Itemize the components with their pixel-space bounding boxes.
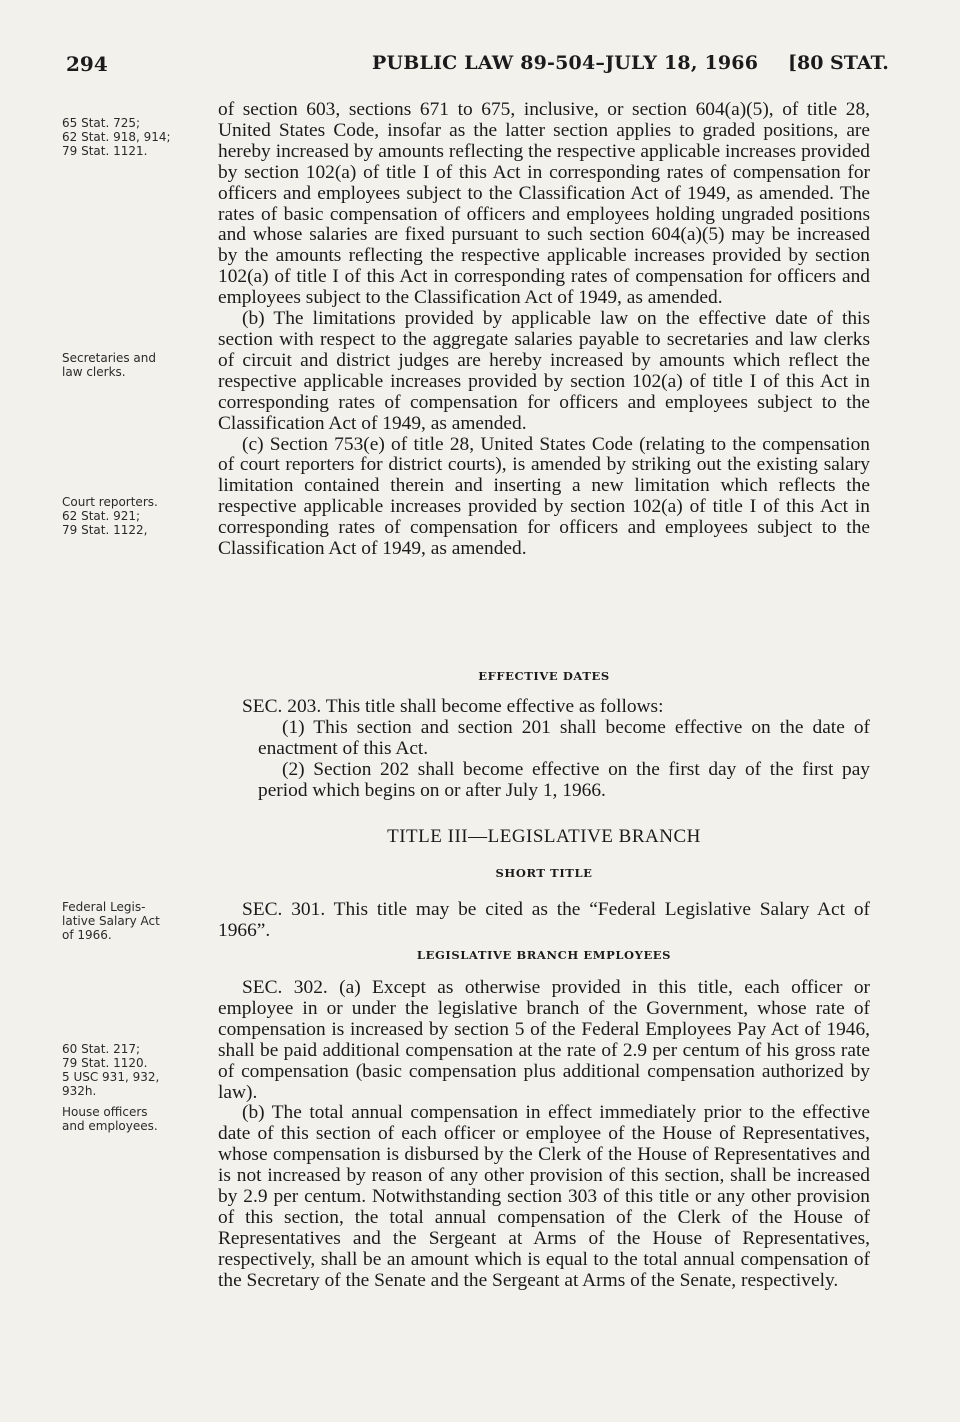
margin-note-citations-1: 65 Stat. 725; 62 Stat. 918, 914; 79 Stat. 1121. [62,116,171,158]
running-title: PUBLIC LAW 89-504–JULY 18, 1966 [372,52,759,74]
paragraph-b: (b) The limitations provided by applicable law on the effective date of this section with respect to the aggregate salaries payable to secretaries and law clerks of circuit and district judges are hereby increased by amounts which reflect the respective applicable increases provided by section 102(a) of title I of this Act in corresponding rates of compensation for officers and employees subject to the Classification Act of 1949, as amended. [218,308,870,434]
section-203 [218,697,870,802]
page-header [0,52,960,82]
margin-note-secretaries: Secretaries and law clerks. [62,351,157,379]
section-302-b: (b) The total annual compensation in effect immediately prior to the effective date of this section of each officer or employee of the House of Representatives, whose compensation is disbursed by the Clerk of the House of Representatives and is not increased by reason of any other provision of this section, shall be increased by 2.9 per centum. Notwithstanding section 303 of this title or any other provision of this section, the total annual compensation of the Clerk of the House of Representatives and the Sergeant at Arms of the House of Representatives, respectively, shall be an amount which is equal to the total annual compensation of the Secretary of the Senate and the Sergeant at Arms of the Senate, respectively. [218,1102,870,1291]
section-203-item-2: (2) Section 202 shall become effective on the first day of the first pay period which begins on or after July 1, 1966. [258,758,870,801]
heading-short-title: SHORT TITLE [495,866,593,880]
title-heading: TITLE III—LEGISLATIVE BRANCH [387,826,701,847]
section-302-a: SEC. 302. (a) Except as otherwise provided in this title, each officer or employee in or under the legislative branch of the Government, whose rate of compensation is increased by section 5 of the Federal Employees Pay Act of 1946, shall be paid additional compensation at the rate of 2.9 per centum of his gross rate of compensation (basic compensation plus additional compensation authorized by law). [218,977,870,1103]
page-number: 294 [66,52,108,76]
heading-legislative-branch-employees: LEGISLATIVE BRANCH EMPLOYEES [416,948,672,962]
heading-effective-dates: EFFECTIVE DATES [478,669,610,683]
section-301-text: SEC. 301. This title may be cited as the “Federal Legislative Salary Act of 1966”. [218,899,870,941]
section-302 [218,978,870,1292]
statute-reference: [80 STAT. [788,52,889,74]
section-202-continuation [218,100,870,560]
margin-note-citations-2: 60 Stat. 217; 79 Stat. 1120. 5 USC 931, 932, 932h. [62,1042,160,1098]
margin-note-federal-legislative-salary-act: Federal Legis- lative Salary Act of 1966. [62,900,160,942]
paragraph: of section 603, sections 671 to 675, inclusive, or section 604(a)(5), of title 28, United States Code, insofar as the latter section applies to graded positions, are hereby increased by amounts reflecting the respective applicable increases provided by section 102(a) of title I of this Act in corresponding rates of compensation for officers and employees subject to the Classification Act of 1949, as amended. The rates of basic compensation of officers and employees holding ungraded positions and whose salaries are fixed pursuant to such section 604(a)(5) may be increased by the amounts reflecting the respective applicable increases provided by section 102(a) of title I of this Act in corresponding rates of compensation for officers and employees subject to the Classification Act of 1949, as amended. [218,99,870,309]
paragraph-c: (c) Section 753(e) of title 28, United States Code (relating to the compensation of court reporters for district courts), is amended by striking out the existing salary limitation contained therein and inserting a new limitation which reflects the respective applicable increases provided by section 102(a) of title I of this Act in corresponding rates of compensation for officers and employees subject to the Classification Act of 1949, as amended. [218,433,870,560]
section-203-intro: SEC. 203. This title shall become effective as follows: [242,696,664,717]
margin-note-house-officers: House officers and employees. [62,1105,158,1133]
section-301 [218,900,870,942]
section-203-item-1: (1) This section and section 201 shall become effective on the date of enactment of this Act. [258,716,870,759]
margin-note-court-reporters: Court reporters. 62 Stat. 921; 79 Stat. 1122, [62,495,158,537]
